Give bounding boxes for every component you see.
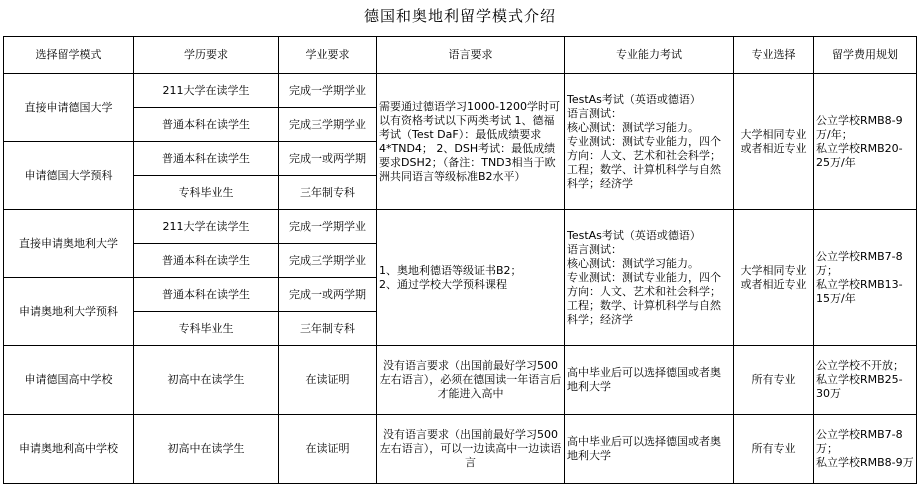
mode-cell: 申请德国高中学校 — [4, 346, 134, 415]
language-cell: 没有语言要求（出国前最好学习500左右语言），必须在德国读一年语言后才能进入高中 — [377, 346, 565, 415]
education-cell: 211大学在读学生 — [134, 74, 279, 108]
education-cell: 专科毕业生 — [134, 176, 279, 210]
fee-cell: 公立学校RMB7-8万； 私立学校RMB13-15万/年 — [814, 210, 917, 346]
header-cell-language: 语言要求 — [377, 37, 565, 74]
major-cell: 所有专业 — [734, 346, 814, 415]
major-cell: 大学相同专业或者相近专业 — [734, 210, 814, 346]
education-cell: 普通本科在读学生 — [134, 142, 279, 176]
table-row — [4, 346, 917, 415]
academic-cell: 完成一学期学业 — [279, 74, 377, 108]
academic-cell: 完成一学期学业 — [279, 210, 377, 244]
header-cell-fee: 留学费用规划 — [814, 37, 917, 74]
language-cell: 需要通过德语学习1000-1200学时可以有资格考试以下两类考试 1、德福考试（Test DaF）：最低成绩要求4*TND4； 2、DSH考试：最低成绩要求DSH2；（备注：TND3相当于欧洲共同语言等级标准B2水平） — [377, 74, 565, 210]
mode-cell: 直接申请德国大学 — [4, 74, 134, 142]
header-row — [4, 37, 917, 74]
academic-cell: 三年制专科 — [279, 176, 377, 210]
academic-cell: 三年制专科 — [279, 312, 377, 346]
header-cell-exam: 专业能力考试 — [565, 37, 734, 74]
education-cell: 普通本科在读学生 — [134, 278, 279, 312]
fee-cell: 公立学校不开放； 私立学校RMB25-30万 — [814, 346, 917, 415]
education-cell: 211大学在读学生 — [134, 210, 279, 244]
mode-cell: 申请奥地利高中学校 — [4, 415, 134, 484]
language-cell: 1、奥地利德语等级证书B2； 2、通过学校大学预科课程 — [377, 210, 565, 346]
exam-cell: TestAs考试（英语或德语） 语言测试： 核心测试：测试学习能力。 专业测试：测试专业能力，四个方向：人文、艺术和社会科学；工程；数学、计算机科学与自然科学；经济学 — [565, 210, 734, 346]
education-cell: 专科毕业生 — [134, 312, 279, 346]
academic-cell: 在读证明 — [279, 346, 377, 415]
academic-cell: 在读证明 — [279, 415, 377, 484]
academic-cell: 完成一或两学期 — [279, 142, 377, 176]
mode-cell: 申请德国大学预科 — [4, 142, 134, 210]
exam-cell: 高中毕业后可以选择德国或者奥地利大学 — [565, 346, 734, 415]
mode-cell: 申请奥地利大学预科 — [4, 278, 134, 346]
header-cell-mode: 选择留学模式 — [4, 37, 134, 74]
mode-cell: 直接申请奥地利大学 — [4, 210, 134, 278]
education-cell: 初高中在读学生 — [134, 415, 279, 484]
education-cell: 初高中在读学生 — [134, 346, 279, 415]
study-mode-table — [3, 36, 917, 484]
major-cell: 所有专业 — [734, 415, 814, 484]
academic-cell: 完成三学期学业 — [279, 108, 377, 142]
academic-cell: 完成一或两学期 — [279, 278, 377, 312]
fee-cell: 公立学校RMB7-8万； 私立学校RMB8-9万 — [814, 415, 917, 484]
education-cell: 普通本科在读学生 — [134, 244, 279, 278]
table-row — [4, 210, 917, 244]
table-row — [4, 415, 917, 484]
header-cell-education: 学历要求 — [134, 37, 279, 74]
academic-cell: 完成三学期学业 — [279, 244, 377, 278]
table-row — [4, 74, 917, 108]
header-cell-academic: 学业要求 — [279, 37, 377, 74]
page-title: 德国和奥地利留学模式介绍 — [363, 7, 556, 25]
education-cell: 普通本科在读学生 — [134, 108, 279, 142]
major-cell: 大学相同专业或者相近专业 — [734, 74, 814, 210]
language-cell: 没有语言要求（出国前最好学习500左右语言），可以一边读高中一边读语言 — [377, 415, 565, 484]
header-cell-major: 专业选择 — [734, 37, 814, 74]
exam-cell: 高中毕业后可以选择德国或者奥地利大学 — [565, 415, 734, 484]
exam-cell: TestAs考试（英语或德语） 语言测试： 核心测试：测试学习能力。 专业测试：测试专业能力，四个方向：人文、艺术和社会科学；工程；数学、计算机科学与自然科学；经济学 — [565, 74, 734, 210]
fee-cell: 公立学校RMB8-9万/年； 私立学校RMB20-25万/年 — [814, 74, 917, 210]
